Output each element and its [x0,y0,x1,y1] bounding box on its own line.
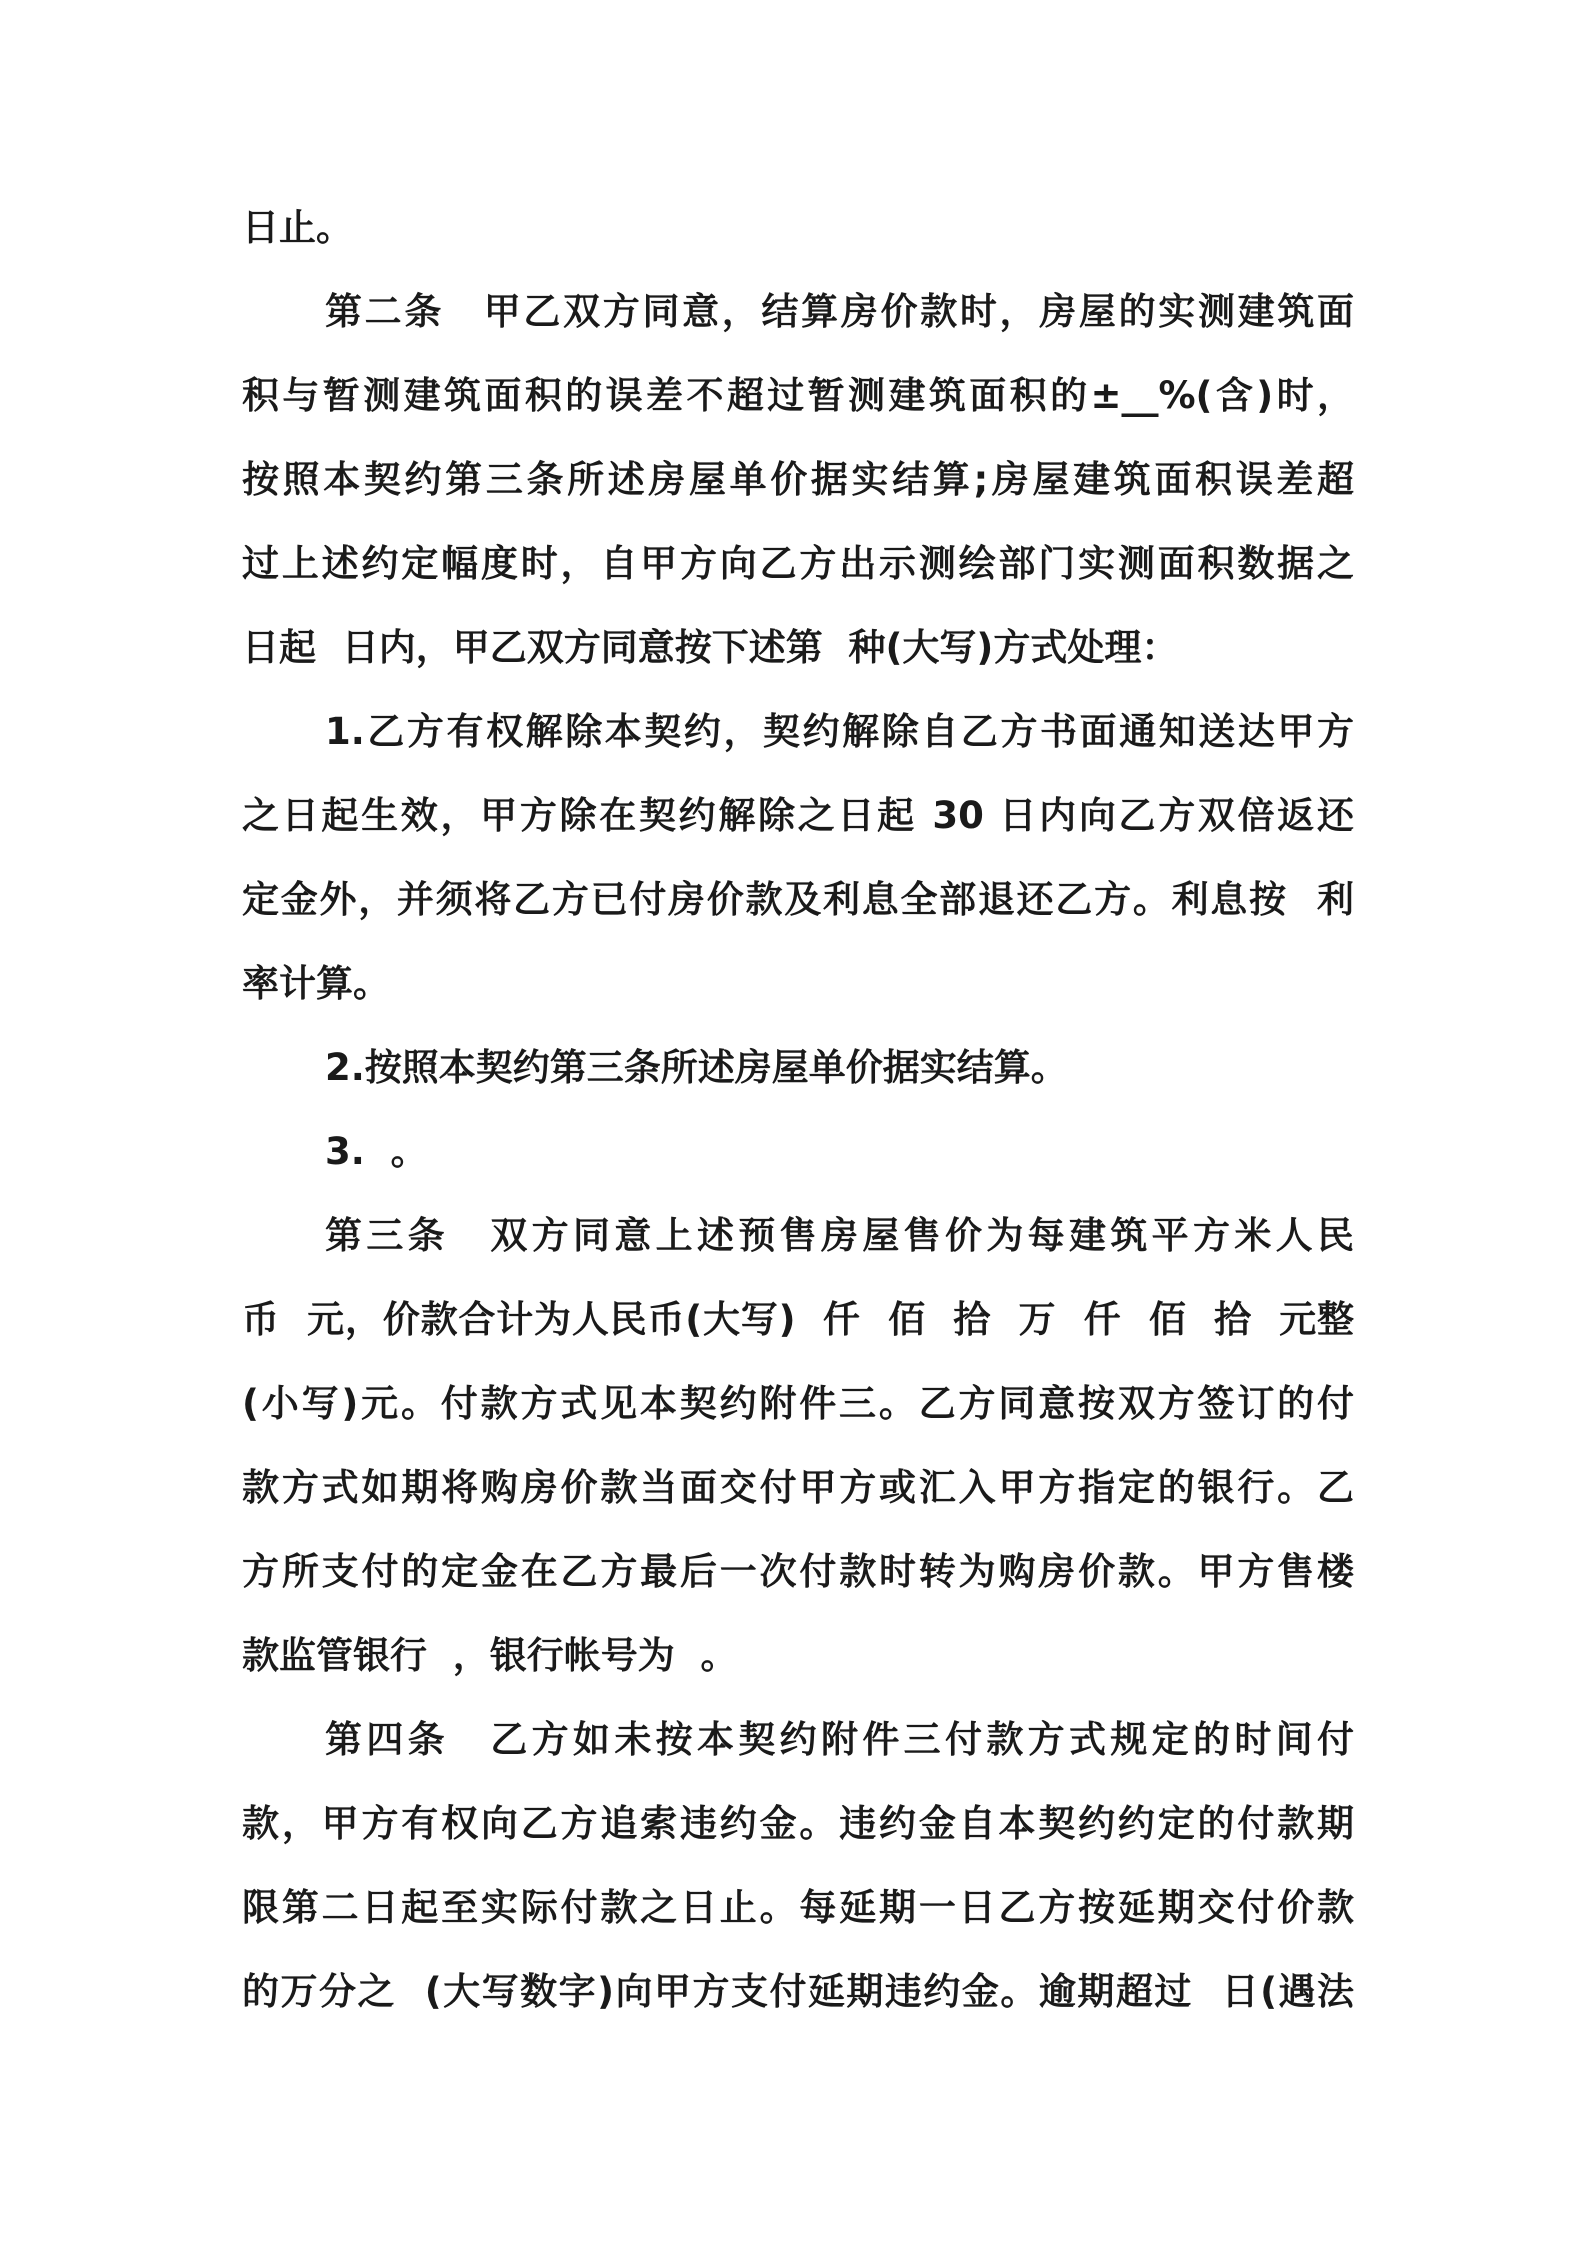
text-line-15: (小写)元。付款方式见本契约附件三。乙方同意按双方签订的付 [242,1382,1354,1425]
text-line-6: 日起 日内，甲乙双方同意按下述第 种(大写)方式处理： [242,626,1179,669]
text-line-9: 定金外，并须将乙方已付房价款及利息全部退还乙方。利息按 利 [242,878,1354,921]
text-line-22: 的万分之 (大写数字)向甲方支付延期违约金。逾期超过 日(遇法 [242,1970,1354,2013]
text-line-16: 款方式如期将购房价款当面交付甲方或汇入甲方指定的银行。乙 [242,1466,1354,1509]
text-line-21: 限第二日起至实际付款之日止。每延期一日乙方按延期交付价款 [242,1886,1354,1929]
text-line-12: 3. 。 [325,1130,428,1173]
text-line-4: 按照本契约第三条所述房屋单价据实结算;房屋建筑面积误差超 [242,458,1354,501]
text-line-10: 率计算。 [242,962,390,1005]
text-line-2: 第二条 甲乙双方同意，结算房价款时，房屋的实测建筑面 [325,290,1354,333]
text-line-13: 第三条 双方同意上述预售房屋售价为每建筑平方米人民 [325,1214,1354,1257]
text-line-3: 积与暂测建筑面积的误差不超过暂测建筑面积的±__%(含)时， [242,374,1354,417]
text-line-11: 2.按照本契约第三条所述房屋单价据实结算。 [325,1046,1068,1089]
text-line-14: 币 元，价款合计为人民币(大写) 仟 佰 拾 万 仟 佰 拾 元整 [242,1298,1354,1341]
text-line-17: 方所支付的定金在乙方最后一次付款时转为购房价款。甲方售楼 [242,1550,1354,1593]
text-line-8: 之日起生效，甲方除在契约解除之日起 30 日内向乙方双倍返还 [242,794,1354,837]
text-line-5: 过上述约定幅度时，自甲方向乙方出示测绘部门实测面积数据之 [242,542,1354,585]
text-line-20: 款，甲方有权向乙方追索违约金。违约金自本契约约定的付款期 [242,1802,1354,1845]
text-line-19: 第四条 乙方如未按本契约附件三付款方式规定的时间付 [325,1718,1354,1761]
text-line-1: 日止。 [242,206,353,249]
text-line-7: 1.乙方有权解除本契约，契约解除自乙方书面通知送达甲方 [325,710,1354,753]
text-line-18: 款监管银行 ，银行帐号为 。 [242,1634,738,1677]
